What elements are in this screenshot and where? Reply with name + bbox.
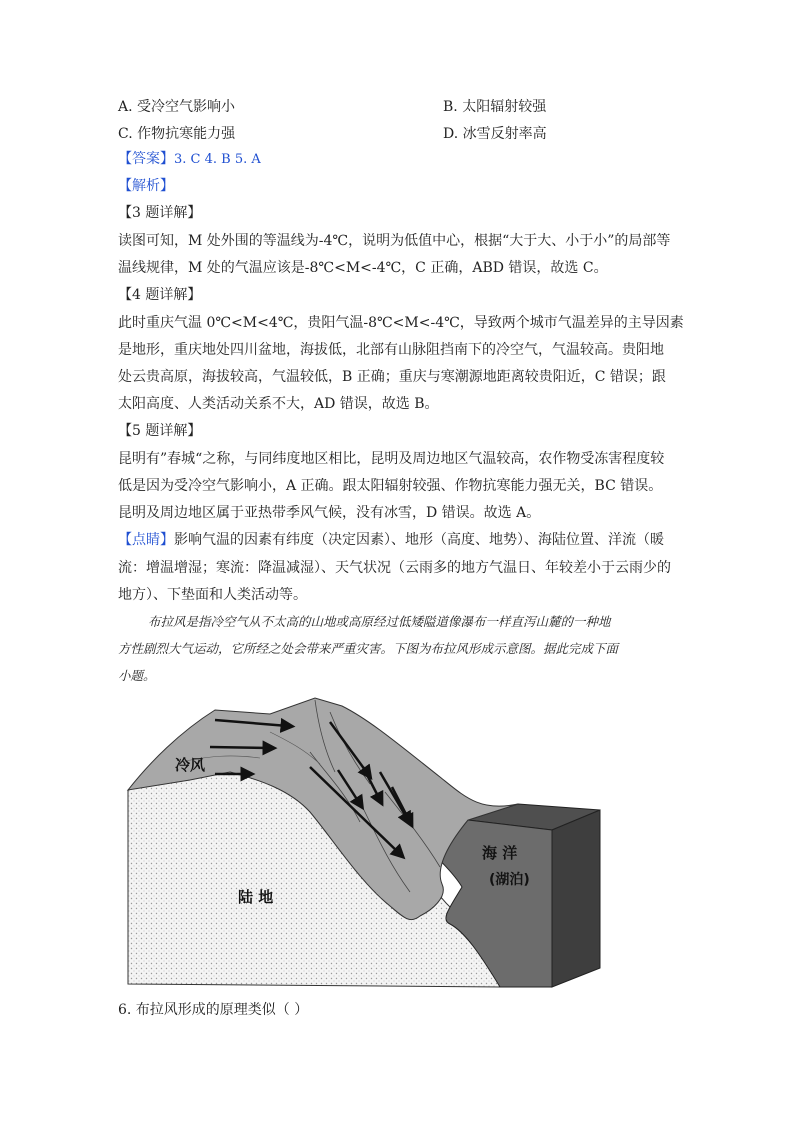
ocean-side bbox=[552, 810, 600, 987]
option-c: C. 作物抗寒能力强 bbox=[118, 126, 236, 142]
q4-line-4: 太阳高度、人类活动关系不大，AD 错误，故选 B。 bbox=[118, 396, 439, 412]
cold-wind-label: 冷风 bbox=[175, 756, 206, 774]
tip-line-2: 流：增温增湿；寒流：降温减湿）、天气状况（云雨多的地方气温日、年较差小于云雨少的 bbox=[118, 560, 671, 576]
q3-line-1: 读图可知，M 处外围的等温线为-4℃，说明为低值中心，根据“大于大、小于小”的局部等 bbox=[118, 233, 671, 249]
intro-line-2: 方性剧烈大气运动，它所经之处会带来严重灾害。下图为布拉风形成示意图。据此完成下面 bbox=[118, 641, 619, 656]
q4-line-1: 此时重庆气温 0℃<M<4℃，贵阳气温-8℃<M<-4℃，导致两个城市气温差异的主导因素 bbox=[118, 315, 684, 331]
q3-line-2: 温线规律，M 处的气温应该是-8℃<M<-4℃，C 正确，ABD 错误，故选 C。 bbox=[118, 260, 608, 276]
tip-line-1 bbox=[118, 527, 664, 553]
analysis-tag: 【解析】 bbox=[118, 178, 174, 194]
ocean-label: 海 洋 bbox=[482, 844, 518, 862]
q4-tag: 【4 题详解】 bbox=[118, 287, 202, 303]
q5-line-1: 昆明有”春城“之称，与同纬度地区相比，昆明及周边地区气温较高，农作物受冻害程度较 bbox=[118, 451, 665, 467]
answer-tag: 【答案】 bbox=[118, 151, 174, 167]
q4-line-3: 处云贵高原，海拔较高，气温较低，B 正确；重庆与寒潮源地距离较贵阳近，C 错误；跟 bbox=[118, 369, 666, 385]
question-6: 6. 布拉风形成的原理类似（ ） bbox=[118, 1002, 309, 1018]
q3-tag: 【3 题详解】 bbox=[118, 205, 202, 221]
bora-wind-diagram bbox=[120, 692, 610, 994]
tip-text-1: 影响气温的因素有纬度（决定因素）、地形（高度、地势）、海陆位置、洋流（暖 bbox=[174, 532, 664, 548]
land-label: 陆 地 bbox=[238, 888, 274, 906]
tip-tag: 【点睛】 bbox=[118, 532, 174, 548]
q5-line-3: 昆明及周边地区属于亚热带季风气候，没有冰雪，D 错误。故选 A。 bbox=[118, 505, 541, 521]
q5-line-2: 低是因为受冷空气影响小，A 正确。跟太阳辐射较强、作物抗寒能力强无关，BC 错误。 bbox=[118, 478, 663, 494]
q4-line-2: 是地形，重庆地处四川盆地，海拔低，北部有山脉阻挡南下的冷空气，气温较高。贵阳地 bbox=[118, 342, 664, 358]
option-b: B. 太阳辐射较强 bbox=[443, 99, 547, 115]
intro-line-3: 小题。 bbox=[118, 668, 156, 683]
option-a: A. 受冷空气影响小 bbox=[118, 99, 236, 115]
intro-line-1: 布拉风是指冷空气从不太高的山地或高原经过低矮隘道像瀑布一样直泻山麓的一种地 bbox=[148, 614, 611, 629]
tip-line-3: 地方）、下垫面和人类活动等。 bbox=[118, 587, 307, 603]
answer-values: 3. C 4. B 5. A bbox=[174, 152, 261, 167]
option-d: D. 冰雪反射率高 bbox=[443, 126, 547, 142]
lake-label: (湖泊) bbox=[489, 872, 530, 888]
answer-line bbox=[118, 146, 261, 173]
q5-tag: 【5 题详解】 bbox=[118, 423, 202, 439]
